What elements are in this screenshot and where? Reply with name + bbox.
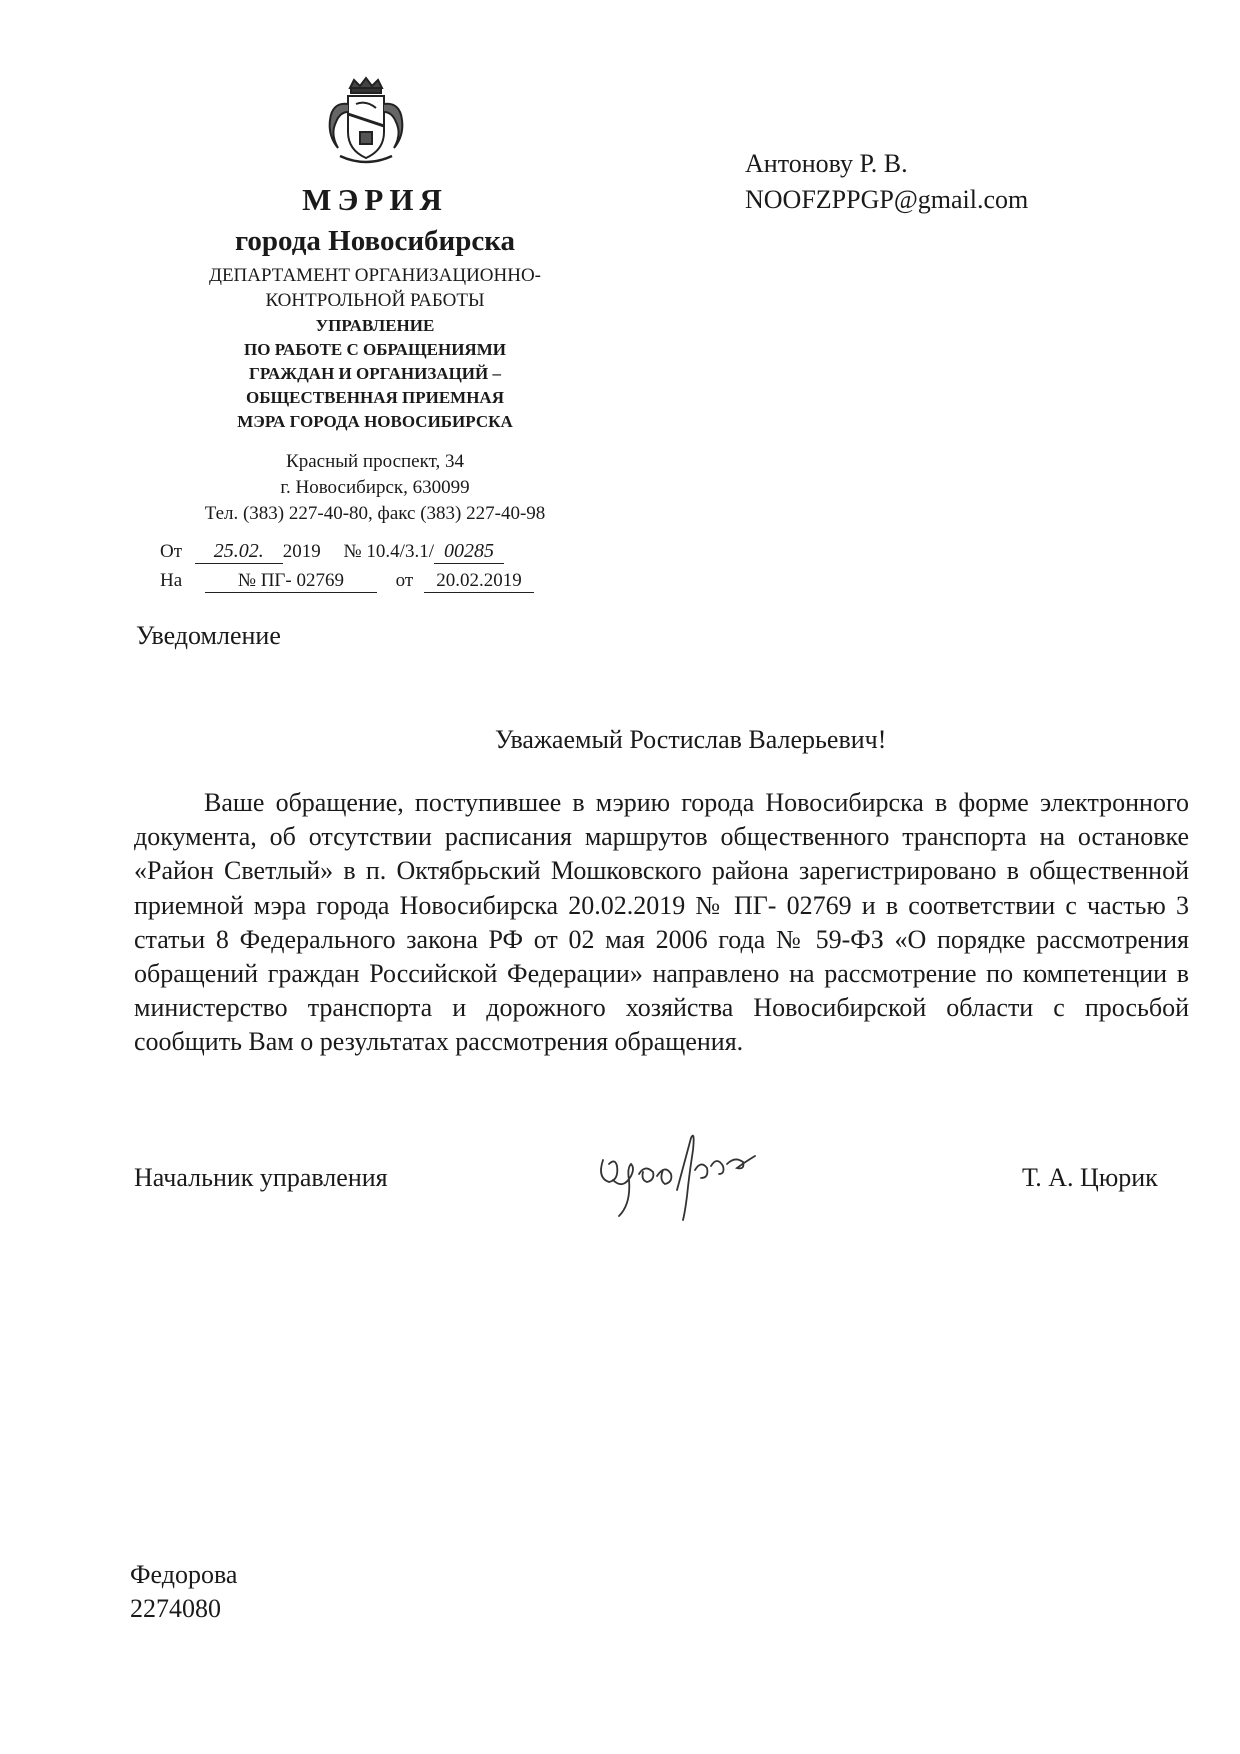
department-line: КОНТРОЛЬНОЙ РАБОТЫ	[265, 290, 485, 311]
signer-name: Т. А. Цюрик	[1022, 1163, 1158, 1192]
address-line: Тел. (383) 227-40-80, факс (383) 227-40-98	[204, 503, 546, 524]
incoming-registration	[160, 570, 534, 593]
outgoing-registration	[160, 540, 504, 564]
executor-phone: 2274080	[130, 1594, 221, 1623]
department-name	[140, 263, 610, 313]
executor-block	[130, 1558, 237, 1626]
to-number: № ПГ- 02769	[205, 570, 377, 593]
number-label: № 10.4/3.1/	[343, 541, 434, 562]
to-label: На	[160, 570, 183, 591]
letter-body: Ваше обращение, поступившее в мэрию города Новосибирска в форме электронного документа, об отсутствии расписания маршрутов общественного транспорта на остановке «Район Светлый» в п. Октябрьский Мошковского района зарегистрировано в общественной приемной мэра города Новосибирска 20.02.2019 № ПГ- 02769 и в соответствии с частью 3 статьи 8 Федерального закона РФ от 02 мая 2006 года № 59-ФЗ «О порядке рассмотрения обращений граждан Российской Федерации» направлено на рассмотрение по компетенции в министерство транспорта и дорожного хозяйства Новосибирской области с просьбой сообщить Вам о результатах рассмотрения обращения.	[134, 788, 1189, 1057]
to-date: 20.02.2019	[424, 570, 534, 593]
address-line: Красный проспект, 34	[286, 451, 464, 472]
addressee-email: NOOFZPPGP@gmail.com	[745, 185, 1029, 214]
office-address	[140, 449, 610, 527]
org-title: МЭРИЯ	[302, 182, 448, 217]
department-line: ДЕПАРТАМЕНТ ОРГАНИЗАЦИОННО-	[208, 265, 542, 286]
office-name	[140, 314, 610, 434]
office-line: МЭРА ГОРОДА НОВОСИБИРСКА	[237, 412, 513, 431]
addressee-name: Антонову Р. В.	[745, 149, 908, 178]
from-year: 2019	[282, 541, 321, 562]
from-date-handwritten: 25.02.	[195, 540, 283, 564]
office-line: ГРАЖДАН И ОРГАНИЗАЦИЙ –	[249, 364, 501, 383]
handwritten-signature	[595, 1120, 785, 1230]
office-line: ПО РАБОТЕ С ОБРАЩЕНИЯМИ	[244, 340, 506, 359]
address-line: г. Новосибирск, 630099	[280, 477, 470, 498]
office-line: УПРАВЛЕНИЕ	[315, 316, 435, 335]
number-handwritten: 00285	[434, 540, 504, 564]
office-line: ОБЩЕСТВЕННАЯ ПРИЕМНАЯ	[245, 388, 504, 407]
signer-title: Начальник управления	[134, 1163, 388, 1192]
city-name: города Новосибирска	[234, 225, 516, 257]
coat-of-arms-icon	[320, 74, 412, 170]
to-date-label: от	[395, 570, 414, 591]
executor-name: Федорова	[130, 1560, 238, 1589]
addressee-block	[745, 146, 1028, 218]
greeting: Уважаемый Ростислав Валерьевич!	[495, 725, 887, 754]
notice-title: Уведомление	[136, 621, 281, 650]
from-label: От	[160, 541, 183, 562]
